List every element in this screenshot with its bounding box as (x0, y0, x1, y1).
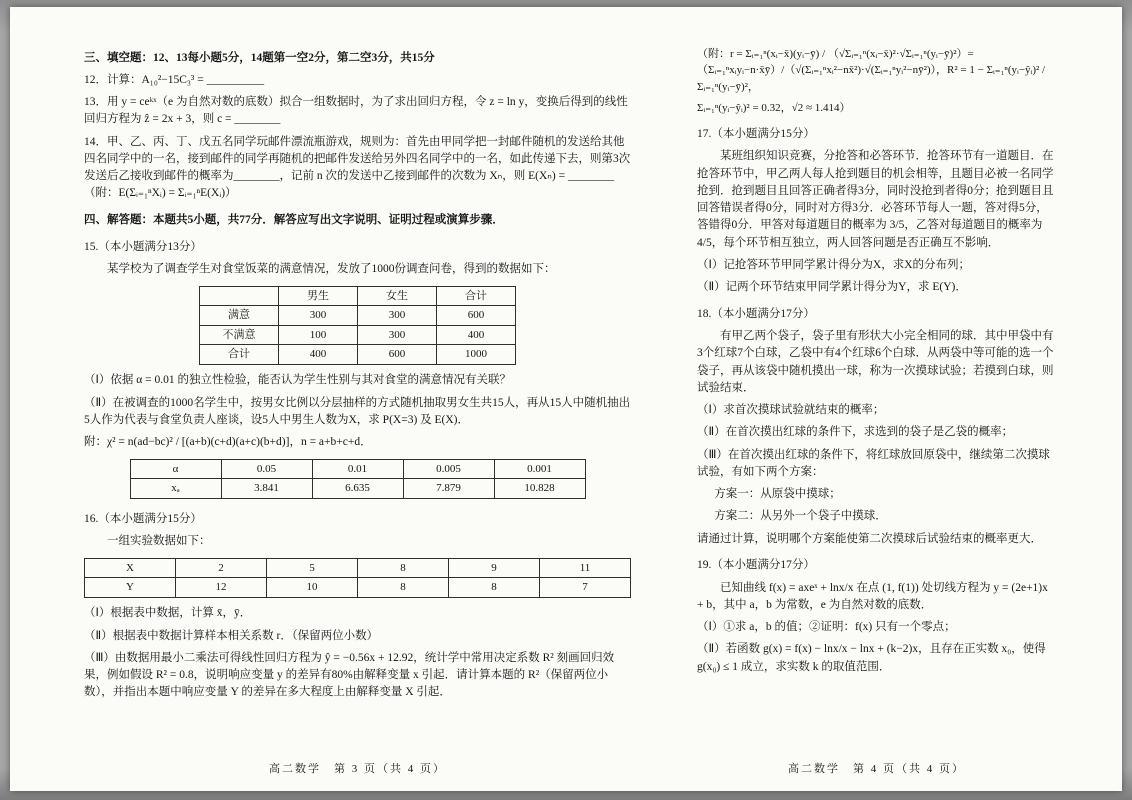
table-cell: 女生 (358, 286, 437, 306)
question-19-part2: （Ⅱ）若函数 g(x) = f(x) − lnx/x − lnx + (k−2)x，且存在正实数 x₀，使得 g(x₀) ≤ 1 成立，求实数 k 的取值范围． (697, 643, 1046, 673)
table-cell: xₐ (130, 479, 221, 499)
question-18-part1: （Ⅰ）求首次摸球试验就结束的概率； (697, 404, 885, 416)
question-15-part1: （Ⅰ）依据 α = 0.01 的独立性检验，能否认为学生性别与其对食堂的满意情况有关联？ (84, 374, 512, 387)
table-cell: 7.879 (403, 479, 494, 499)
question-18-intro: 有甲乙两个袋子，袋子里有形状大小完全相同的球．其中甲袋中有3个红球7个白球，乙袋中有4个红球6个白球．从两袋中等可能的选一个袋子，再从该袋中随机摸出一球，称为一次摸球试验；若摸到白球，则试验结束． (697, 330, 1054, 394)
question-15-intro: 某学校为了调查学生对食堂饭菜的满意情况，发放了1000份调查问卷，得到的数据如下： (107, 263, 556, 275)
chi-square-formula-note: 附：χ² = n(ad−bc)² / [(a+b)(c+d)(a+c)(b+d)]，n = a+b+c+d． (84, 436, 372, 448)
question-15-part2: （Ⅱ）在被调查的1000名学生中，按男女比例以分层抽样的方式随机抽取男女生共15人，再从15人中随机抽出5人作为代表与食堂负责人座谈，设5人中男生人数为X，求 P(X=3) 及 E(X)． (84, 396, 631, 426)
page-4-footer: 高二数学 第 4 页（共 4 页） (788, 762, 965, 775)
question-18-part2: （Ⅱ）在首次摸出红球的条件下，求选到的袋子是乙袋的概率； (697, 426, 1014, 439)
table-cell: 3.841 (221, 479, 312, 499)
table-cell: 男生 (279, 286, 358, 306)
table-row (130, 479, 585, 499)
page-3-footer: 高二数学 第 3 页（共 4 页） (269, 762, 446, 775)
question-18-plan1: 方案一：从原袋中摸球； (714, 488, 841, 500)
question-17-part2: （Ⅱ）记两个环节结束甲同学累计得分为Y，求 E(Y)． (697, 281, 967, 293)
table-cell: 300 (279, 306, 358, 326)
table-cell: 2 (176, 558, 267, 578)
question-18-conclusion: 请通过计算，说明哪个方案能使第二次摸球后试验结束的概率更大． (697, 532, 1042, 545)
question-15-title: 15.（本小题满分13分） (84, 240, 202, 253)
question-17-part1: （Ⅰ）记抢答环节甲同学累计得分为X，求X的分布列； (697, 258, 970, 271)
table-cell: 0.01 (312, 459, 403, 479)
correlation-formula-note-line1: （附：r = Σᵢ₌₁ⁿ(xᵢ−x̄)(yᵢ−ȳ) / （√Σᵢ₌₁ⁿ(xᵢ−x̄)²·√Σᵢ₌₁ⁿ(yᵢ−ȳ)²）= （Σᵢ₌₁ⁿxᵢyᵢ−n·x̄ȳ）/（√(Σᵢ₌₁ⁿxᵢ²−nx̄²)·√(Σᵢ₌₁ⁿyᵢ²−nȳ²)），R² = 1 − Σᵢ₌₁ⁿ(yᵢ−ŷᵢ)² / Σᵢ₌₁ⁿ(yᵢ−ȳ)²， (697, 47, 1046, 93)
question-19-intro: 已知曲线 f(x) = axeˣ + lnx/x 在点 (1, f(1)) 处切线方程为 y = (2e+1)x + b，其中 a，b 为常数，e 为自然对数的底数． (697, 581, 1048, 611)
table-cell: 合计 (200, 345, 279, 365)
table-cell: 8 (358, 558, 449, 578)
table-row (85, 558, 631, 578)
question-16-title: 16.（本小题满分15分） (84, 512, 202, 525)
table-cell: 7 (540, 578, 631, 598)
table-cell: 5 (267, 558, 358, 578)
table-row (200, 345, 516, 365)
table-cell: 1000 (437, 345, 516, 365)
table-cell (200, 286, 279, 306)
question-18-plan2: 方案二：从另外一个袋子中摸球． (714, 510, 887, 523)
table-cell: α (130, 459, 221, 479)
table-cell: 0.005 (403, 459, 494, 479)
page-4 (661, 7, 1122, 791)
table-cell: 9 (449, 558, 540, 578)
table-cell: 600 (437, 306, 516, 326)
table-row (200, 325, 516, 345)
paper-sheet (10, 7, 1122, 791)
question-12: 12．计算：A₁₀²−15C₃³ = __________ (84, 73, 265, 86)
table-row (200, 306, 516, 326)
page-3 (10, 7, 661, 791)
table-cell: 300 (358, 306, 437, 326)
table-cell: 6.635 (312, 479, 403, 499)
question-19-part1: （Ⅰ）①求 a，b 的值；②证明：f(x) 只有一个零点； (697, 621, 956, 633)
fill-in-section-header: 三、填空题：12、13每小题5分，14题第一空2分，第二空3分，共15分 (84, 51, 435, 64)
table-cell: 400 (437, 325, 516, 345)
table-cell: 12 (176, 578, 267, 598)
table-row (130, 459, 585, 479)
question-14: 14．甲、乙、丙、丁、戊五名同学玩邮件漂流瓶游戏，规则为：首先由甲同学把一封邮件随机的发送给其他四名同学中的一名，接到邮件的同学再随机的把邮件发送给另外四名同学中的一名，如此传递下去，则第3次发送后乙接收到邮件的概率为________，记前 n 次的发送中乙接到邮件的次数为 Xₙ，则 E(Xₙ) = ________（附：E(Σᵢ₌₁ⁿXᵢ) = Σᵢ₌₁ⁿE(Xᵢ)） (84, 135, 631, 200)
table-row (200, 286, 516, 306)
table-cell: 10.828 (494, 479, 585, 499)
table-cell: 600 (358, 345, 437, 365)
table-cell: X (85, 558, 176, 578)
table-row (85, 578, 631, 598)
question-19-title: 19.（本小题满分17分） (697, 559, 815, 572)
question-17-title: 17.（本小题满分15分） (697, 128, 815, 140)
table-cell: 400 (279, 345, 358, 365)
question-13: 13．用 y = ceᵏˣ（e 为自然对数的底数）拟合一组数据时，为了求出回归方程，令 z = ln y，变换后得到的线性回归方程为 ẑ = 2x + 3，则 c = ________ (84, 96, 628, 126)
correlation-formula-note-line2: Σᵢ₌₁ⁿ(yᵢ−ŷᵢ)² = 0.32，√2 ≈ 1.414） (697, 102, 851, 114)
answer-section-header: 四、解答题：本题共5小题，共77分．解答应写出文字说明、证明过程或演算步骤． (84, 214, 504, 226)
critical-value-table (130, 459, 586, 499)
table-cell: 300 (358, 325, 437, 345)
table-cell: 100 (279, 325, 358, 345)
satisfaction-table (199, 286, 516, 365)
table-cell: 8 (358, 578, 449, 598)
table-cell: 合计 (437, 286, 516, 306)
question-18-title: 18.（本小题满分17分） (697, 307, 815, 320)
table-cell: 11 (540, 558, 631, 578)
question-16-part3: （Ⅲ）由数据用最小二乘法可得线性回归方程为 ŷ = −0.56x + 12.92，统计学中常用决定系数 R² 刻画回归效果，例如假设 R² = 0.8，说明响应变量 y 的差异有80%由解释变量 x 引起．请计算本题的 R²（保留两位小数），并指出本题中响应变量 Y 的差异在多大程度上由解释变量 X 引起． (84, 651, 615, 699)
question-16-intro: 一组实验数据如下： (107, 535, 211, 547)
table-cell: 8 (449, 578, 540, 598)
experiment-data-table (84, 558, 631, 598)
question-17-intro: 某班组织知识竞赛，分抢答和必答环节．抢答环节有一道题目．在抢答环节中，甲乙两人每人抢到题目的机会相等，且题目必被一名同学抢到．抢到题目且回答正确者得3分，同时没抢到者得0分；抢到题目且回答错误者得0分，同时对方得3分．必答环节每人一题，答对得5分，答错得0分．甲答对每道题目的概率为 3/5，乙答对每道题目的概率为 4/5，每个环节相互独立，两人回答问题是否正确互不影响． (697, 150, 1054, 249)
table-cell: 10 (267, 578, 358, 598)
table-cell: 0.05 (221, 459, 312, 479)
table-cell: 满意 (200, 306, 279, 326)
question-16-part2: （Ⅱ）根据表中数据计算样本相关系数 r．（保留两位小数） (84, 629, 379, 642)
table-cell: 0.001 (494, 459, 585, 479)
question-16-part1: （Ⅰ）根据表中数据，计算 x̄，ȳ． (84, 607, 252, 620)
question-18-part3: （Ⅲ）在首次摸出红球的条件下，将红球放回原袋中，继续第二次摸球试验，有如下两个方案： (697, 448, 1050, 478)
table-cell: Y (85, 578, 176, 598)
table-cell: 不满意 (200, 325, 279, 345)
